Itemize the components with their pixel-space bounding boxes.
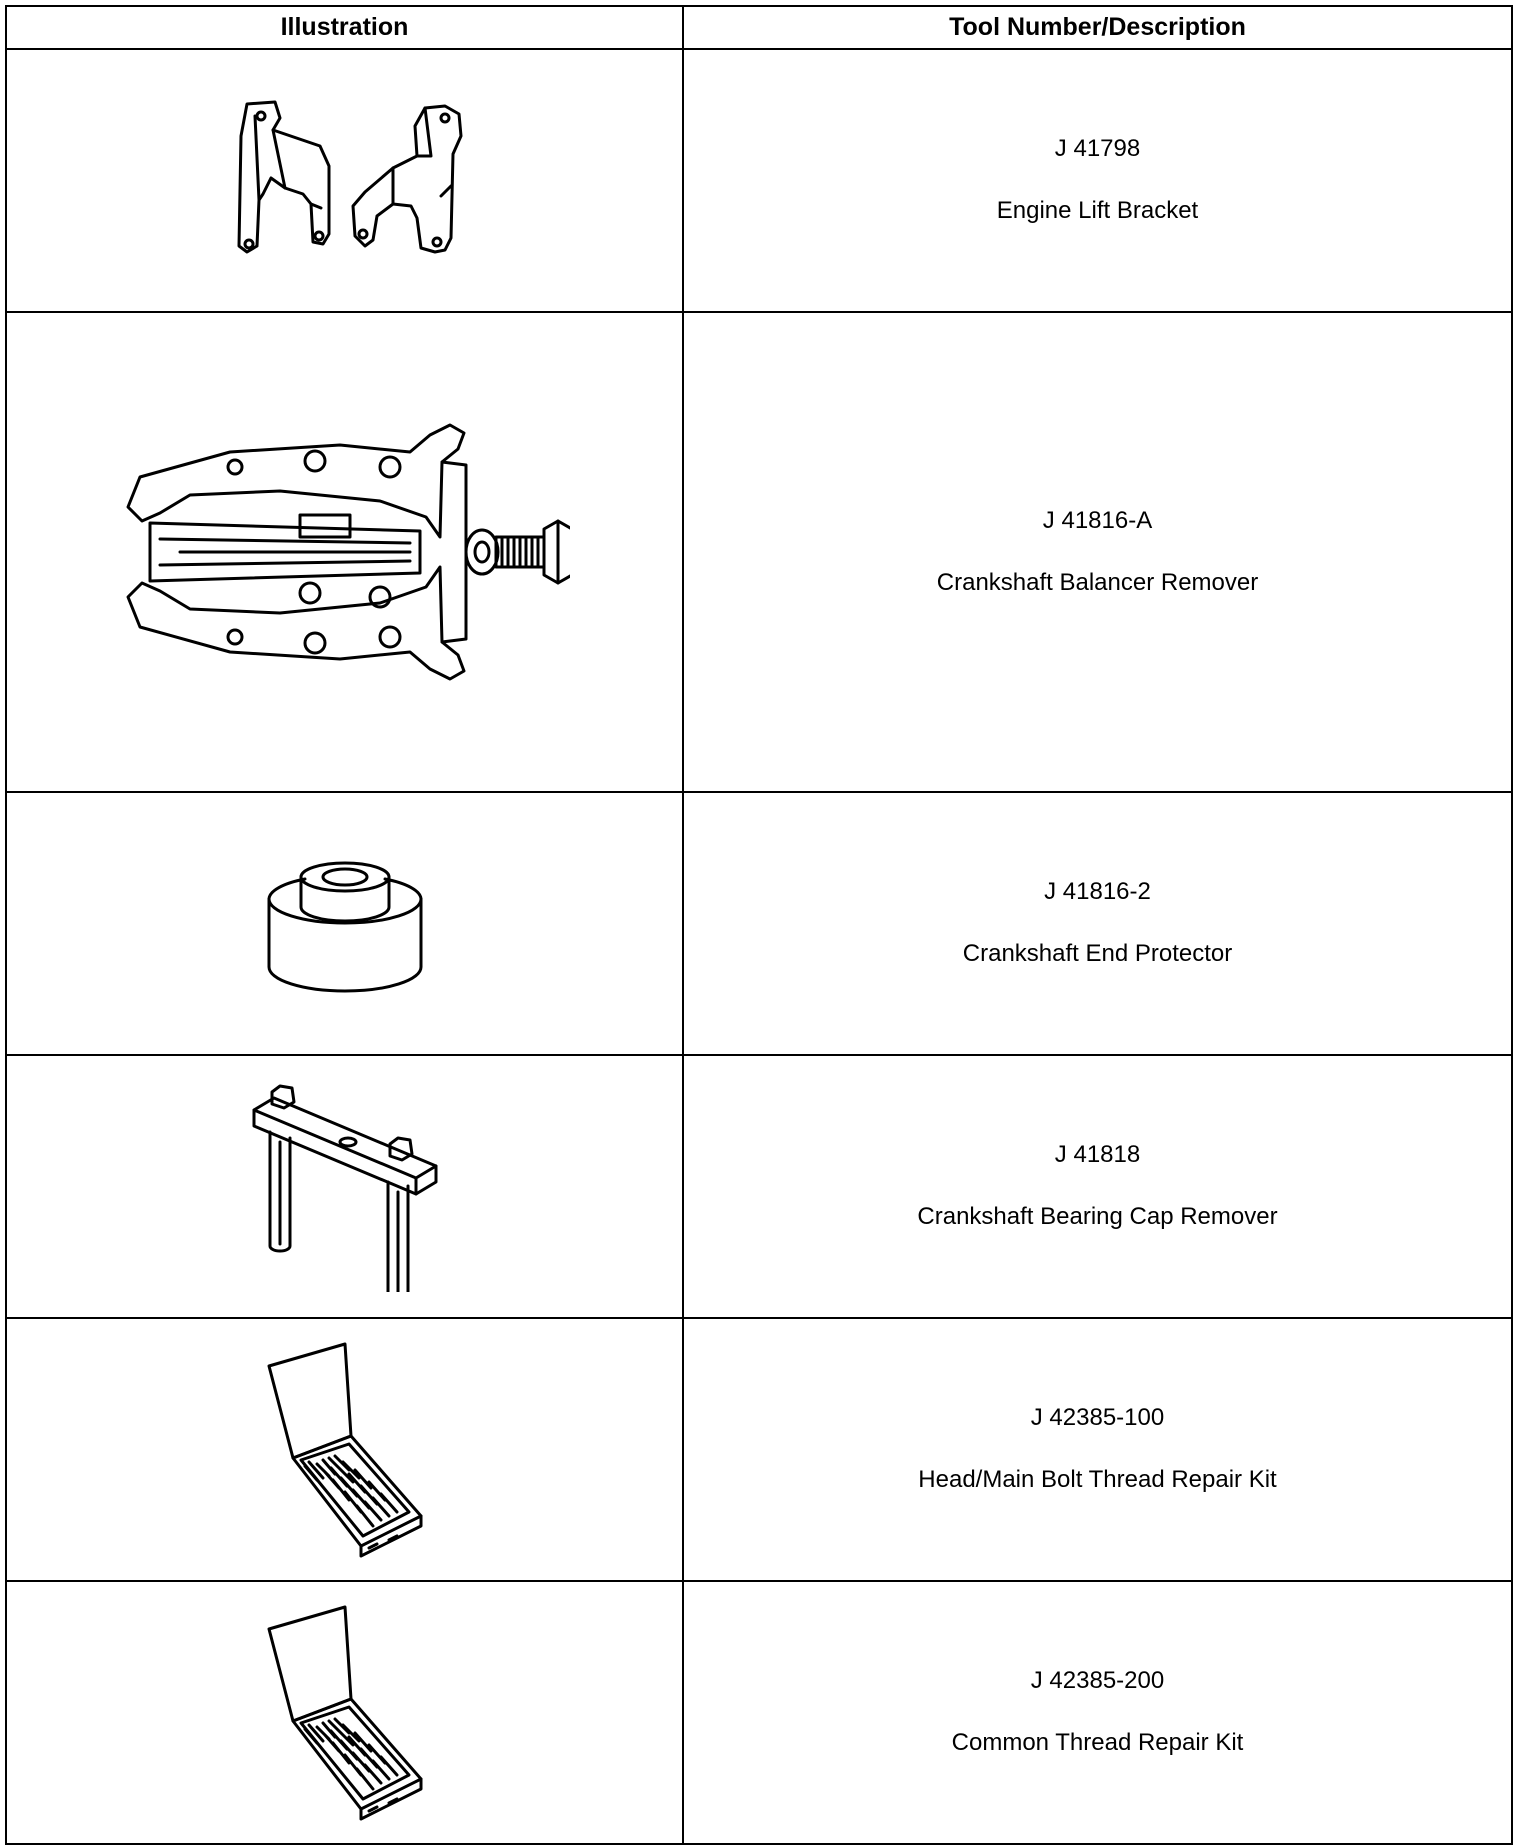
tool-number: J 42385-200 — [1030, 1667, 1165, 1695]
tool-number: J 41798 — [1054, 135, 1141, 163]
illustration-cell — [6, 792, 683, 1055]
tool-table — [5, 5, 1513, 1845]
thread-repair-kit-icon — [265, 1340, 425, 1560]
table-row — [6, 792, 1512, 1055]
tool-number: J 41818 — [1054, 1141, 1141, 1169]
tool-number: J 41816-2 — [1044, 878, 1151, 906]
description-cell — [683, 312, 1512, 792]
table-row — [6, 312, 1512, 792]
header-illustration: Illustration — [6, 6, 683, 49]
table-row — [6, 49, 1512, 312]
illustration-cell — [6, 1318, 683, 1581]
description-cell — [683, 1318, 1512, 1581]
illustration-cell — [6, 312, 683, 792]
description-cell — [683, 1055, 1512, 1318]
crankshaft-end-protector-icon — [265, 849, 425, 999]
tool-number: J 42385-100 — [1030, 1404, 1165, 1432]
tool-description: Crankshaft Balancer Remover — [936, 568, 1259, 596]
crankshaft-balancer-remover-icon — [120, 417, 570, 687]
header-row — [6, 6, 1512, 49]
illustration-cell — [6, 49, 683, 312]
tool-description: Engine Lift Bracket — [996, 197, 1199, 224]
table-row — [6, 1318, 1512, 1581]
tool-description: Common Thread Repair Kit — [951, 1729, 1244, 1756]
description-cell — [683, 1581, 1512, 1844]
table-row — [6, 1581, 1512, 1844]
description-cell — [683, 49, 1512, 312]
illustration-cell — [6, 1055, 683, 1318]
illustration-cell — [6, 1581, 683, 1844]
tool-description: Crankshaft End Protector — [962, 940, 1233, 967]
table-row — [6, 1055, 1512, 1318]
thread-repair-kit-icon — [265, 1603, 425, 1823]
engine-lift-bracket-icon — [225, 96, 465, 266]
tool-number: J 41816-A — [1042, 506, 1153, 534]
description-cell — [683, 792, 1512, 1055]
tool-description: Crankshaft Bearing Cap Remover — [917, 1203, 1278, 1230]
bearing-cap-remover-icon — [250, 1082, 440, 1292]
header-tool-description: Tool Number/Description — [683, 6, 1512, 49]
tool-description: Head/Main Bolt Thread Repair Kit — [918, 1466, 1277, 1493]
